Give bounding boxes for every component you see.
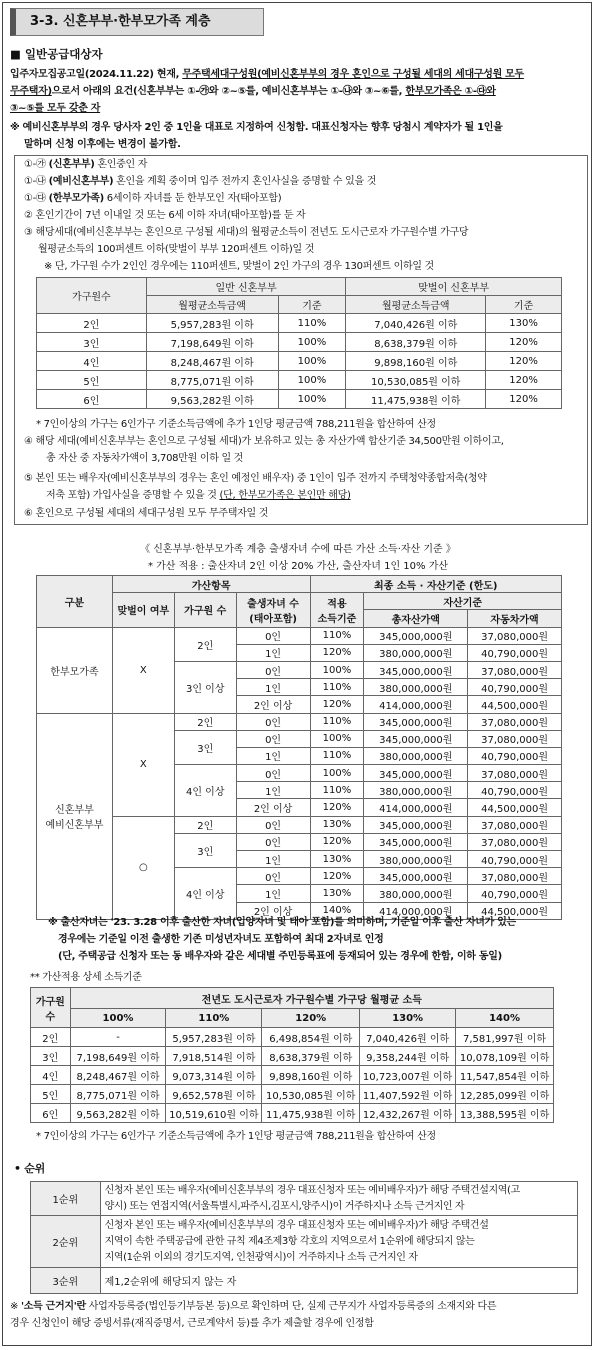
table-cell: 9,652,578원 이하 bbox=[166, 1085, 262, 1104]
rank-desc: 신청자 본인 또는 배우자(예비신혼부부의 경우 대표신청자 또는 예비배우자)가 해당 주택건설지역(고 양시) 또는 연접지역(서울특별시,파주시,김포시,양주시)이 거주하지나 소득 근거지인 자 bbox=[100, 1182, 577, 1216]
add-header-apply: 적용 소득기준 bbox=[310, 593, 364, 627]
car-asset-cell: 37,080,000원 bbox=[468, 730, 562, 747]
apply-cell: 110% bbox=[310, 679, 364, 696]
table-cell: 6인 bbox=[31, 1104, 71, 1123]
members-cell: 3인 bbox=[174, 833, 236, 867]
total-asset-cell: 380,000,000원 bbox=[364, 644, 468, 661]
children-cell: 0인 bbox=[236, 816, 310, 833]
table-cell: 120% bbox=[486, 371, 562, 390]
detail-table bbox=[30, 987, 554, 1123]
rank-heading: • 순위 bbox=[14, 1162, 45, 1175]
group-newlywed: 신혼부부 예비신혼부부 bbox=[37, 713, 113, 919]
apply-cell: 130% bbox=[310, 885, 364, 902]
table-cell: 13,388,595원 이하 bbox=[456, 1104, 554, 1123]
child-note-3: (단, 주택공급 신청자 또는 동 배우자와 같은 세대별 주민등록표에 등재되어 있는 경우에 한함, 이하 동일) bbox=[58, 951, 502, 962]
final-note-2: 경우 신청인이 해당 증빙서류(재직증명서, 근로계약서 등)를 추가 제출할 경우에 인정함 bbox=[10, 1318, 374, 1329]
apply-cell: 140% bbox=[310, 902, 364, 919]
condition-3: ③ 해당세대(예비신혼부부는 혼인으로 구성될 세대)의 월평균소득이 전년도 도시근로자 가구원수별 가구당 bbox=[24, 227, 469, 238]
table-row bbox=[37, 390, 562, 409]
rank-table bbox=[30, 1181, 578, 1294]
income-header-ratio: 기준 bbox=[486, 296, 562, 314]
rank-row bbox=[31, 1216, 578, 1268]
add-header-total: 총자산가액 bbox=[364, 610, 468, 627]
general-line-2: 무주택자)으로서 아래의 요건(신혼부부는 ①-㉮와 ②~⑤를, 예비신혼부부는 ①-㉯와 ③~⑥를, 한부모가족은 ①-㉰와 bbox=[10, 86, 496, 97]
table-cell: 12,432,267원 이하 bbox=[360, 1104, 456, 1123]
children-cell: 2인 이상 bbox=[236, 696, 310, 713]
detail-header-members: 가구원수 bbox=[31, 988, 71, 1028]
table-row bbox=[31, 1066, 554, 1085]
total-asset-cell: 414,000,000원 bbox=[364, 799, 468, 816]
rank-row bbox=[31, 1268, 578, 1294]
children-cell: 1인 bbox=[236, 885, 310, 902]
members-cell: 4인 이상 bbox=[174, 868, 236, 920]
total-asset-cell: 345,000,000원 bbox=[364, 661, 468, 678]
apply-cell: 130% bbox=[310, 851, 364, 868]
table-cell: 5,957,283원 이하 bbox=[146, 314, 278, 333]
total-asset-cell: 380,000,000원 bbox=[364, 782, 468, 799]
children-cell: 1인 bbox=[236, 782, 310, 799]
table-cell: 4인 bbox=[31, 1066, 71, 1085]
add-header-asset: 자산기준 bbox=[364, 593, 562, 610]
rank-desc: 신청자 본인 또는 배우자(예비신혼부부의 경우 대표신청자 또는 예비배우자)가 해당 주택건설 지역이 속한 주택공급에 관한 규칙 제4조제3항 각호의 지역으로서 1순위에 해당되지 않는 지역(1순위 이외의 경기도지역, 인천광역시)이 거주하지나 소득 근거지인 자 bbox=[100, 1216, 577, 1268]
car-asset-cell: 37,080,000원 bbox=[468, 868, 562, 885]
add-header-type: 구분 bbox=[37, 576, 113, 628]
add-title: 《 신혼부부·한부모가족 계층 출생자녀 수에 따른 가산 소득·자산 기준 》 bbox=[140, 544, 456, 555]
table-cell: 8,248,467원 이하 bbox=[70, 1066, 166, 1085]
detail-header-col: 110% bbox=[166, 1009, 262, 1028]
dual-flag: X bbox=[112, 627, 174, 713]
table-cell: 100% bbox=[278, 333, 346, 352]
condition-5: ⑤ 본인 또는 배우자(예비신혼부부의 경우는 혼인 예정인 배우자) 중 1인이 입주 전까지 주택청약종합저축(청약 bbox=[24, 473, 487, 484]
members-cell: 3인 bbox=[174, 730, 236, 764]
rank-label: 2순위 bbox=[31, 1216, 101, 1268]
income-header-general: 일반 신혼부부 bbox=[146, 278, 346, 296]
table-cell: 100% bbox=[278, 371, 346, 390]
condition-1a: ①-㉮ (신혼부부) 혼인중인 자 bbox=[24, 159, 148, 170]
car-asset-cell: 37,080,000원 bbox=[468, 661, 562, 678]
children-cell: 1인 bbox=[236, 644, 310, 661]
add-table bbox=[36, 575, 562, 920]
total-asset-cell: 345,000,000원 bbox=[364, 765, 468, 782]
apply-cell: 130% bbox=[310, 816, 364, 833]
child-note-1: ※ 출산자녀는 '23. 3.28 이후 출산한 자녀(입양자녀 및 태아 포함)를 의미하며, 기준일 이후 출산 자녀가 있는 bbox=[48, 917, 516, 928]
table-cell: 2인 bbox=[31, 1028, 71, 1047]
child-note-2: 경우에는 기준일 이전 출생한 기존 미성년자녀도 포함하여 최대 2자녀로 인정 bbox=[58, 934, 384, 945]
table-row bbox=[37, 314, 562, 333]
children-cell: 0인 bbox=[236, 868, 310, 885]
table-cell: 7,581,997원 이하 bbox=[456, 1028, 554, 1047]
final-note-1: ※ '소득 근거지'란 사업자등록증(법인등기부등본 등)으로 확인하며 단, 실제 근무지가 사업자등록증의 소재지와 다른 bbox=[10, 1301, 497, 1312]
table-cell: 10,530,085원 이하 bbox=[346, 371, 486, 390]
income-table bbox=[36, 277, 562, 409]
table-cell: 11,547,854원 이하 bbox=[456, 1066, 554, 1085]
add-header-add: 가산항목 bbox=[112, 576, 310, 593]
table-cell: 8,638,379원 이하 bbox=[262, 1047, 360, 1066]
table-cell: 2인 bbox=[37, 314, 147, 333]
total-asset-cell: 414,000,000원 bbox=[364, 902, 468, 919]
detail-header-title: 전년도 도시근로자 가구원수별 가구당 월평균 소득 bbox=[70, 988, 553, 1009]
apply-cell: 110% bbox=[310, 713, 364, 730]
table-cell: 12,285,099원 이하 bbox=[456, 1085, 554, 1104]
members-cell: 2인 bbox=[174, 816, 236, 833]
table-cell: 6인 bbox=[37, 390, 147, 409]
table-cell: 9,898,160원 이하 bbox=[346, 352, 486, 371]
table-row bbox=[31, 1104, 554, 1123]
total-asset-cell: 345,000,000원 bbox=[364, 713, 468, 730]
table-row bbox=[37, 627, 562, 644]
children-cell: 1인 bbox=[236, 679, 310, 696]
apply-cell: 120% bbox=[310, 868, 364, 885]
car-asset-cell: 44,500,000원 bbox=[468, 799, 562, 816]
table-row bbox=[31, 1028, 554, 1047]
condition-1b: ①-㉯ (예비신혼부부) 혼인을 계획 중이며 입주 전까지 혼인사실을 증명할 수 있을 것 bbox=[24, 176, 377, 187]
children-cell: 2인 이상 bbox=[236, 799, 310, 816]
total-asset-cell: 345,000,000원 bbox=[364, 868, 468, 885]
condition-6: ⑥ 혼인으로 구성될 세대의 세대구성원 모두 무주택자일 것 bbox=[24, 508, 269, 519]
total-asset-cell: 345,000,000원 bbox=[364, 816, 468, 833]
add-header-final: 최종 소득 · 자산기준 (한도) bbox=[310, 576, 562, 593]
general-heading: ■ 일반공급대상자 bbox=[10, 47, 103, 61]
condition-3-line-2: 월평균소득의 100퍼센트 이하(맞벌이 부부 120퍼센트 이하)일 것 bbox=[38, 244, 315, 255]
apply-cell: 110% bbox=[310, 747, 364, 764]
children-cell: 2인 이상 bbox=[236, 902, 310, 919]
condition-2: ② 혼인기간이 7년 이내일 것 또는 6세 이하 자녀(태아포함)를 둔 자 bbox=[24, 210, 306, 221]
children-cell: 0인 bbox=[236, 730, 310, 747]
children-cell: 1인 bbox=[236, 851, 310, 868]
apply-cell: 110% bbox=[310, 782, 364, 799]
add-header-car: 자동차가액 bbox=[468, 610, 562, 627]
table-cell: 100% bbox=[278, 352, 346, 371]
total-asset-cell: 380,000,000원 bbox=[364, 851, 468, 868]
table-cell: 10,530,085원 이하 bbox=[262, 1085, 360, 1104]
detail-header-col: 140% bbox=[456, 1009, 554, 1028]
detail-title: ** 가산적용 상세 소득기준 bbox=[30, 972, 142, 983]
total-asset-cell: 414,000,000원 bbox=[364, 696, 468, 713]
table-cell: 11,475,938원 이하 bbox=[262, 1104, 360, 1123]
table-cell: 7,040,426원 이하 bbox=[360, 1028, 456, 1047]
table-cell: 8,638,379원 이하 bbox=[346, 333, 486, 352]
income-header-members: 가구원수 bbox=[37, 278, 147, 314]
add-subtitle: * 가산 적용 : 출산자녀 2인 이상 20% 가산, 출산자녀 1인 10% 가산 bbox=[147, 561, 449, 572]
general-line-3: ③~⑤를 모두 갖춘 자 bbox=[10, 103, 101, 114]
table-cell: 5인 bbox=[31, 1085, 71, 1104]
rank-row bbox=[31, 1182, 578, 1216]
members-cell: 2인 bbox=[174, 713, 236, 730]
apply-cell: 110% bbox=[310, 627, 364, 644]
table-cell: 130% bbox=[486, 314, 562, 333]
condition-3-note: ※ 단, 가구원 수가 2인인 경우에는 110퍼센트, 맞벌이 2인 가구의 경우 130퍼센트 이하일 것 bbox=[44, 261, 434, 272]
condition-5-line-2: 저축 포함) 가입사실을 증명할 수 있을 것 (단, 한부모가족은 본인만 해당) bbox=[46, 490, 351, 501]
table-cell: 8,775,071원 이하 bbox=[70, 1085, 166, 1104]
table-cell: 8,775,071원 이하 bbox=[146, 371, 278, 390]
car-asset-cell: 37,080,000원 bbox=[468, 816, 562, 833]
table-cell: 3인 bbox=[37, 333, 147, 352]
apply-cell: 120% bbox=[310, 833, 364, 850]
children-cell: 0인 bbox=[236, 765, 310, 782]
table-cell: 7,198,649원 이하 bbox=[70, 1047, 166, 1066]
car-asset-cell: 40,790,000원 bbox=[468, 851, 562, 868]
table-cell: 10,723,007원 이하 bbox=[360, 1066, 456, 1085]
apply-cell: 120% bbox=[310, 696, 364, 713]
car-asset-cell: 40,790,000원 bbox=[468, 747, 562, 764]
table-cell: 120% bbox=[486, 333, 562, 352]
members-cell: 4인 이상 bbox=[174, 765, 236, 817]
members-cell: 3인 이상 bbox=[174, 661, 236, 713]
car-asset-cell: 44,500,000원 bbox=[468, 696, 562, 713]
total-asset-cell: 345,000,000원 bbox=[364, 730, 468, 747]
detail-header-col: 130% bbox=[360, 1009, 456, 1028]
table-cell: 110% bbox=[278, 314, 346, 333]
car-asset-cell: 37,080,000원 bbox=[468, 765, 562, 782]
table-cell: 11,407,592원 이하 bbox=[360, 1085, 456, 1104]
table-cell: 5,957,283원 이하 bbox=[166, 1028, 262, 1047]
detail-header-col: 100% bbox=[70, 1009, 166, 1028]
note-7plus-2: * 7인이상의 가구는 6인가구 기준소득금액에 추가 1인당 평균금액 788,211원을 합산하여 산정 bbox=[36, 1131, 436, 1142]
table-cell: 9,563,282원 이하 bbox=[146, 390, 278, 409]
table-row bbox=[37, 371, 562, 390]
note-7plus: * 7인이상의 가구는 6인가구 기준소득금액에 추가 1인당 평균금액 788,211원을 합산하여 산정 bbox=[36, 419, 436, 430]
apply-cell: 100% bbox=[310, 765, 364, 782]
table-cell: 3인 bbox=[31, 1047, 71, 1066]
rank-desc: 제1,2순위에 해당되지 않는 자 bbox=[100, 1268, 577, 1294]
apply-cell: 120% bbox=[310, 644, 364, 661]
car-asset-cell: 40,790,000원 bbox=[468, 644, 562, 661]
table-row bbox=[37, 816, 562, 833]
car-asset-cell: 37,080,000원 bbox=[468, 713, 562, 730]
income-header-dual: 맞벌이 신혼부부 bbox=[346, 278, 562, 296]
children-cell: 0인 bbox=[236, 713, 310, 730]
table-row bbox=[31, 1085, 554, 1104]
apply-cell: 100% bbox=[310, 730, 364, 747]
table-cell: 7,918,514원 이하 bbox=[166, 1047, 262, 1066]
table-row bbox=[31, 1047, 554, 1066]
income-header-amount: 월평균소득금액 bbox=[146, 296, 278, 314]
table-cell: 6,498,854원 이하 bbox=[262, 1028, 360, 1047]
total-asset-cell: 380,000,000원 bbox=[364, 679, 468, 696]
group-single-parent: 한부모가족 bbox=[37, 627, 113, 713]
table-row bbox=[37, 333, 562, 352]
car-asset-cell: 44,500,000원 bbox=[468, 902, 562, 919]
table-cell: 120% bbox=[486, 352, 562, 371]
total-asset-cell: 380,000,000원 bbox=[364, 747, 468, 764]
condition-4-line-2: 총 자산 중 자동차가액이 3,708만원 이하 일 것 bbox=[46, 453, 244, 464]
children-cell: 0인 bbox=[236, 661, 310, 678]
table-cell: 5인 bbox=[37, 371, 147, 390]
table-cell: 8,248,467원 이하 bbox=[146, 352, 278, 371]
table-cell: 7,198,649원 이하 bbox=[146, 333, 278, 352]
add-header-children: 출생자녀 수 (태아포함) bbox=[236, 593, 310, 627]
table-cell: 9,898,160원 이하 bbox=[262, 1066, 360, 1085]
car-asset-cell: 40,790,000원 bbox=[468, 885, 562, 902]
general-note-2: 말하며 신청 이후에는 변경이 불가함. bbox=[24, 139, 181, 150]
dual-flag: ○ bbox=[112, 816, 174, 919]
rank-label: 1순위 bbox=[31, 1182, 101, 1216]
table-row bbox=[37, 352, 562, 371]
children-cell: 0인 bbox=[236, 627, 310, 644]
car-asset-cell: 37,080,000원 bbox=[468, 627, 562, 644]
add-header-dual: 맞벌이 여부 bbox=[112, 593, 174, 627]
total-asset-cell: 380,000,000원 bbox=[364, 885, 468, 902]
apply-cell: 100% bbox=[310, 661, 364, 678]
general-line-1: 입주자모집공고일(2024.11.22) 현재, 무주택세대구성원(예비신혼부부의 경우 혼인으로 구성될 세대의 세대구성원 모두 bbox=[10, 69, 524, 80]
children-cell: 0인 bbox=[236, 833, 310, 850]
income-header-ratio: 기준 bbox=[278, 296, 346, 314]
general-note-1: ※ 예비신혼부부의 경우 당사자 2인 중 1인을 대표로 지정하여 신청함. 대표신청자는 향후 당첨시 계약자가 될 1인을 bbox=[10, 122, 503, 133]
table-cell: 11,475,938원 이하 bbox=[346, 390, 486, 409]
apply-cell: 120% bbox=[310, 799, 364, 816]
table-cell: 10,519,610원 이하 bbox=[166, 1104, 262, 1123]
table-cell: 4인 bbox=[37, 352, 147, 371]
table-cell: 10,078,109원 이하 bbox=[456, 1047, 554, 1066]
car-asset-cell: 37,080,000원 bbox=[468, 833, 562, 850]
total-asset-cell: 345,000,000원 bbox=[364, 627, 468, 644]
car-asset-cell: 40,790,000원 bbox=[468, 782, 562, 799]
condition-1c: ①-㉰ (한부모가족) 6세이하 자녀를 둔 한부모인 자(태아포함) bbox=[24, 193, 282, 204]
total-asset-cell: 345,000,000원 bbox=[364, 833, 468, 850]
income-header-amount: 월평균소득금액 bbox=[346, 296, 486, 314]
condition-4: ④ 해당 세대(예비신혼부부는 혼인으로 구성될 세대)가 보유하고 있는 총 자산가액 합산기준 34,500만원 이하이고, bbox=[24, 436, 504, 447]
detail-header-col: 120% bbox=[262, 1009, 360, 1028]
table-cell: 9,358,244원 이하 bbox=[360, 1047, 456, 1066]
table-cell: 9,073,314원 이하 bbox=[166, 1066, 262, 1085]
section-title: 3-3. 신혼부부·한부모가족 계층 bbox=[10, 8, 264, 36]
children-cell: 1인 bbox=[236, 747, 310, 764]
add-header-members: 가구원 수 bbox=[174, 593, 236, 627]
table-cell: 100% bbox=[278, 390, 346, 409]
table-cell: 120% bbox=[486, 390, 562, 409]
members-cell: 2인 bbox=[174, 627, 236, 661]
table-cell: 9,563,282원 이하 bbox=[70, 1104, 166, 1123]
rank-label: 3순위 bbox=[31, 1268, 101, 1294]
car-asset-cell: 40,790,000원 bbox=[468, 679, 562, 696]
table-cell: 7,040,426원 이하 bbox=[346, 314, 486, 333]
dual-flag: X bbox=[112, 713, 174, 816]
table-cell: - bbox=[70, 1028, 166, 1047]
table-row bbox=[37, 713, 562, 730]
